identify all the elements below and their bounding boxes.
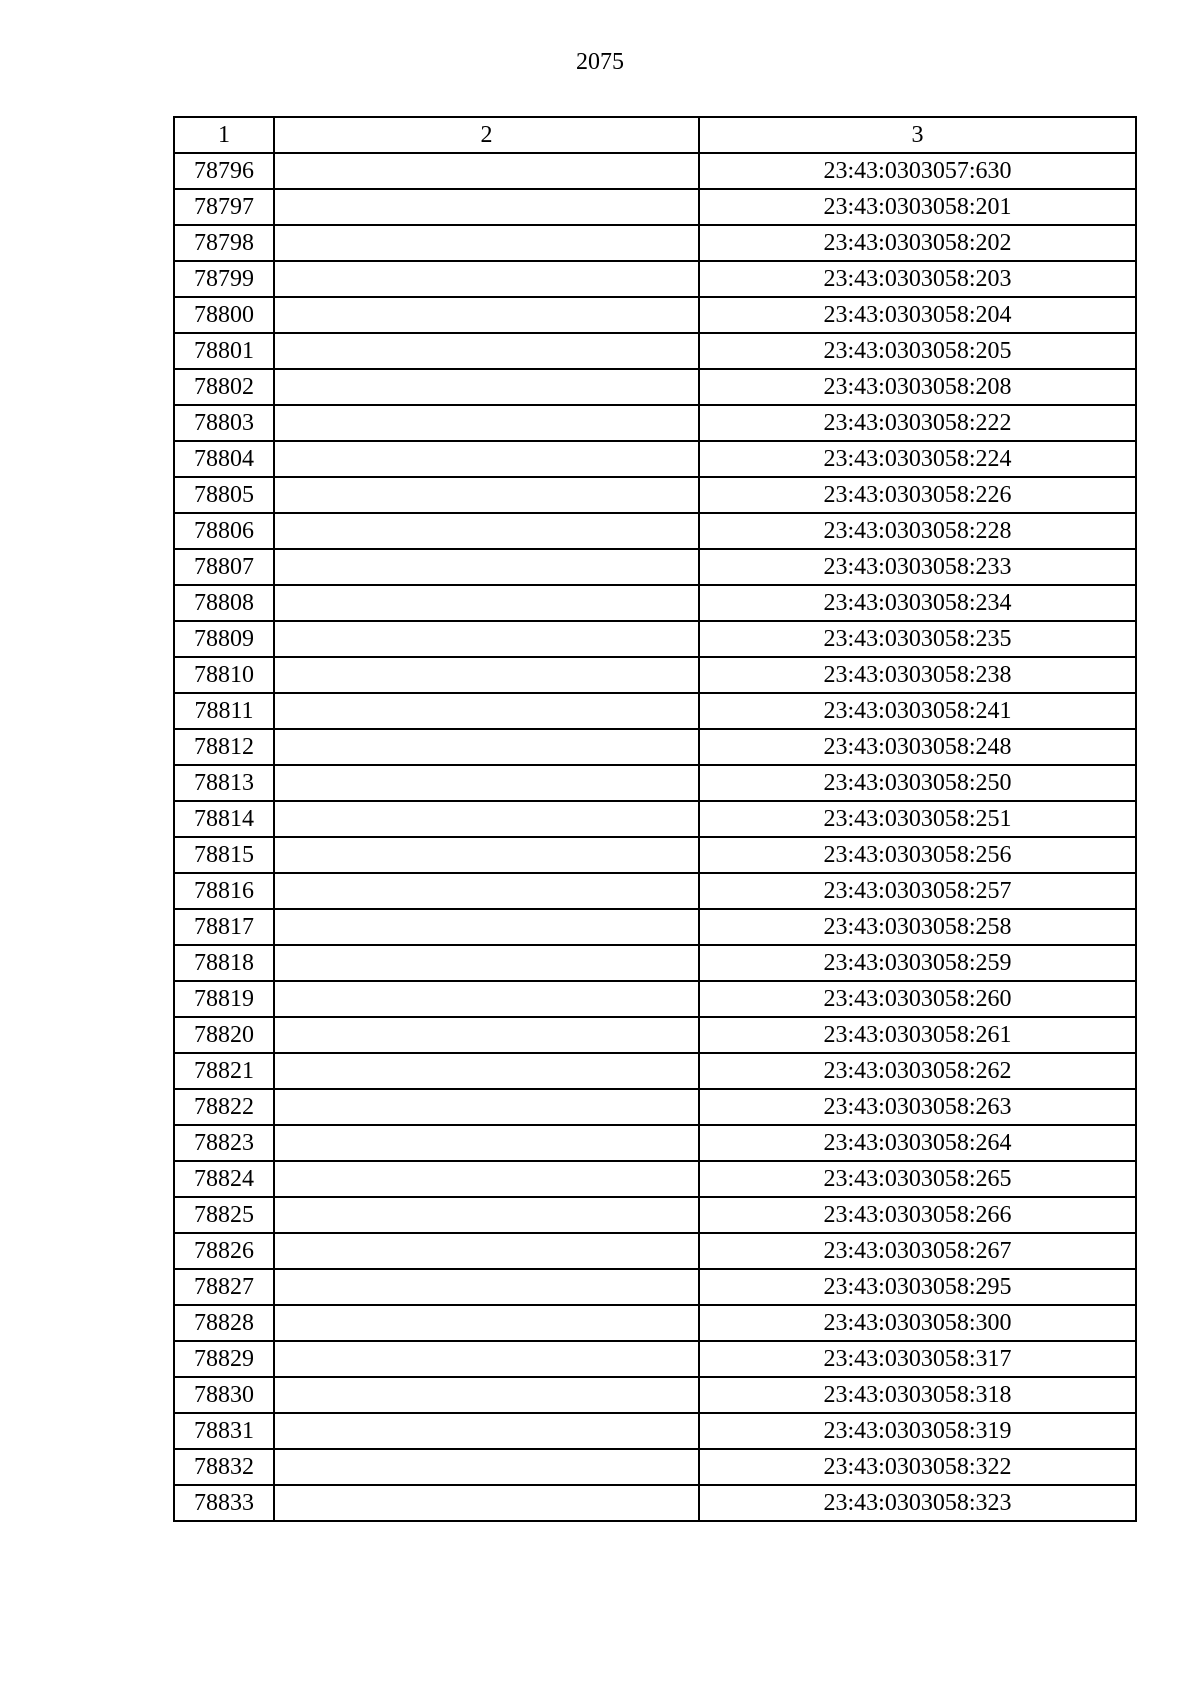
cadastral-number-cell: 23:43:0303058:203 <box>699 261 1136 297</box>
row-number-cell: 78825 <box>174 1197 274 1233</box>
table-row <box>174 333 1136 369</box>
description-cell <box>274 1269 699 1305</box>
table-row <box>174 1413 1136 1449</box>
row-number-cell: 78820 <box>174 1017 274 1053</box>
table-row <box>174 1305 1136 1341</box>
cadastral-number-cell: 23:43:0303058:263 <box>699 1089 1136 1125</box>
description-cell <box>274 945 699 981</box>
cadastral-number-cell: 23:43:0303058:323 <box>699 1485 1136 1521</box>
table-row <box>174 657 1136 693</box>
table-row <box>174 297 1136 333</box>
cadastral-number-cell: 23:43:0303058:208 <box>699 369 1136 405</box>
registry-table <box>173 116 1137 1522</box>
description-cell <box>274 657 699 693</box>
row-number-cell: 78803 <box>174 405 274 441</box>
table-row <box>174 261 1136 297</box>
description-cell <box>274 1341 699 1377</box>
table-row <box>174 1485 1136 1521</box>
row-number-cell: 78823 <box>174 1125 274 1161</box>
row-number-cell: 78809 <box>174 621 274 657</box>
row-number-cell: 78801 <box>174 333 274 369</box>
cadastral-number-cell: 23:43:0303058:266 <box>699 1197 1136 1233</box>
table-row <box>174 1017 1136 1053</box>
table-row <box>174 1449 1136 1485</box>
description-cell <box>274 693 699 729</box>
cadastral-number-cell: 23:43:0303058:248 <box>699 729 1136 765</box>
description-cell <box>274 1485 699 1521</box>
description-cell <box>274 405 699 441</box>
table-row <box>174 549 1136 585</box>
row-number-cell: 78827 <box>174 1269 274 1305</box>
table-row <box>174 1089 1136 1125</box>
row-number-cell: 78802 <box>174 369 274 405</box>
description-cell <box>274 837 699 873</box>
cadastral-number-cell: 23:43:0303058:319 <box>699 1413 1136 1449</box>
table-header-row <box>174 117 1136 153</box>
description-cell <box>274 1413 699 1449</box>
table-row <box>174 1161 1136 1197</box>
cadastral-number-cell: 23:43:0303058:222 <box>699 405 1136 441</box>
table-row <box>174 837 1136 873</box>
row-number-cell: 78811 <box>174 693 274 729</box>
row-number-cell: 78831 <box>174 1413 274 1449</box>
table-row <box>174 153 1136 189</box>
cadastral-number-cell: 23:43:0303058:233 <box>699 549 1136 585</box>
row-number-cell: 78805 <box>174 477 274 513</box>
row-number-cell: 78796 <box>174 153 274 189</box>
table-row <box>174 693 1136 729</box>
row-number-cell: 78814 <box>174 801 274 837</box>
table-row <box>174 909 1136 945</box>
description-cell <box>274 225 699 261</box>
table-row <box>174 585 1136 621</box>
row-number-cell: 78832 <box>174 1449 274 1485</box>
cadastral-number-cell: 23:43:0303058:241 <box>699 693 1136 729</box>
description-cell <box>274 513 699 549</box>
description-cell <box>274 1017 699 1053</box>
table-row <box>174 873 1136 909</box>
column-header-1: 1 <box>174 117 274 153</box>
description-cell <box>274 477 699 513</box>
cadastral-number-cell: 23:43:0303058:257 <box>699 873 1136 909</box>
row-number-cell: 78816 <box>174 873 274 909</box>
description-cell <box>274 729 699 765</box>
table-row <box>174 981 1136 1017</box>
cadastral-number-cell: 23:43:0303058:238 <box>699 657 1136 693</box>
description-cell <box>274 873 699 909</box>
table-row <box>174 1053 1136 1089</box>
table-row <box>174 1197 1136 1233</box>
description-cell <box>274 441 699 477</box>
cadastral-number-cell: 23:43:0303058:205 <box>699 333 1136 369</box>
table-row <box>174 801 1136 837</box>
description-cell <box>274 909 699 945</box>
table-row <box>174 405 1136 441</box>
description-cell <box>274 765 699 801</box>
table-row <box>174 441 1136 477</box>
cadastral-number-cell: 23:43:0303058:204 <box>699 297 1136 333</box>
description-cell <box>274 153 699 189</box>
cadastral-number-cell: 23:43:0303058:256 <box>699 837 1136 873</box>
description-cell <box>274 1053 699 1089</box>
table-row <box>174 945 1136 981</box>
table-row <box>174 189 1136 225</box>
table-row <box>174 513 1136 549</box>
description-cell <box>274 1089 699 1125</box>
description-cell <box>274 981 699 1017</box>
description-cell <box>274 1377 699 1413</box>
cadastral-number-cell: 23:43:0303058:250 <box>699 765 1136 801</box>
cadastral-number-cell: 23:43:0303058:228 <box>699 513 1136 549</box>
cadastral-number-cell: 23:43:0303058:264 <box>699 1125 1136 1161</box>
description-cell <box>274 1125 699 1161</box>
description-cell <box>274 189 699 225</box>
table-row <box>174 477 1136 513</box>
cadastral-number-cell: 23:43:0303058:300 <box>699 1305 1136 1341</box>
row-number-cell: 78828 <box>174 1305 274 1341</box>
table-row <box>174 765 1136 801</box>
row-number-cell: 78799 <box>174 261 274 297</box>
table-row <box>174 621 1136 657</box>
row-number-cell: 78829 <box>174 1341 274 1377</box>
cadastral-number-cell: 23:43:0303058:235 <box>699 621 1136 657</box>
row-number-cell: 78826 <box>174 1233 274 1269</box>
page-number: 2075 <box>576 49 624 75</box>
row-number-cell: 78808 <box>174 585 274 621</box>
cadastral-number-cell: 23:43:0303058:265 <box>699 1161 1136 1197</box>
description-cell <box>274 261 699 297</box>
row-number-cell: 78798 <box>174 225 274 261</box>
cadastral-number-cell: 23:43:0303058:224 <box>699 441 1136 477</box>
row-number-cell: 78806 <box>174 513 274 549</box>
description-cell <box>274 333 699 369</box>
row-number-cell: 78822 <box>174 1089 274 1125</box>
cadastral-number-cell: 23:43:0303058:234 <box>699 585 1136 621</box>
row-number-cell: 78813 <box>174 765 274 801</box>
cadastral-number-cell: 23:43:0303058:258 <box>699 909 1136 945</box>
row-number-cell: 78817 <box>174 909 274 945</box>
cadastral-number-cell: 23:43:0303058:202 <box>699 225 1136 261</box>
row-number-cell: 78812 <box>174 729 274 765</box>
description-cell <box>274 1305 699 1341</box>
table-row <box>174 1269 1136 1305</box>
description-cell <box>274 1449 699 1485</box>
cadastral-number-cell: 23:43:0303058:260 <box>699 981 1136 1017</box>
row-number-cell: 78830 <box>174 1377 274 1413</box>
description-cell <box>274 621 699 657</box>
row-number-cell: 78818 <box>174 945 274 981</box>
description-cell <box>274 1161 699 1197</box>
cadastral-number-cell: 23:43:0303057:630 <box>699 153 1136 189</box>
table-row <box>174 1377 1136 1413</box>
cadastral-number-cell: 23:43:0303058:322 <box>699 1449 1136 1485</box>
cadastral-number-cell: 23:43:0303058:259 <box>699 945 1136 981</box>
table-row <box>174 1341 1136 1377</box>
cadastral-number-cell: 23:43:0303058:318 <box>699 1377 1136 1413</box>
cadastral-number-cell: 23:43:0303058:251 <box>699 801 1136 837</box>
cadastral-number-cell: 23:43:0303058:267 <box>699 1233 1136 1269</box>
row-number-cell: 78819 <box>174 981 274 1017</box>
cadastral-number-cell: 23:43:0303058:226 <box>699 477 1136 513</box>
cadastral-number-cell: 23:43:0303058:295 <box>699 1269 1136 1305</box>
cadastral-number-cell: 23:43:0303058:317 <box>699 1341 1136 1377</box>
row-number-cell: 78815 <box>174 837 274 873</box>
table-body <box>174 117 1136 1521</box>
table-row <box>174 729 1136 765</box>
description-cell <box>274 549 699 585</box>
column-header-2: 2 <box>274 117 699 153</box>
row-number-cell: 78833 <box>174 1485 274 1521</box>
description-cell <box>274 1233 699 1269</box>
row-number-cell: 78800 <box>174 297 274 333</box>
description-cell <box>274 585 699 621</box>
row-number-cell: 78810 <box>174 657 274 693</box>
table-row <box>174 225 1136 261</box>
row-number-cell: 78824 <box>174 1161 274 1197</box>
row-number-cell: 78807 <box>174 549 274 585</box>
description-cell <box>274 297 699 333</box>
table-row <box>174 1125 1136 1161</box>
cadastral-number-cell: 23:43:0303058:262 <box>699 1053 1136 1089</box>
description-cell <box>274 369 699 405</box>
description-cell <box>274 801 699 837</box>
cadastral-number-cell: 23:43:0303058:261 <box>699 1017 1136 1053</box>
cadastral-number-cell: 23:43:0303058:201 <box>699 189 1136 225</box>
row-number-cell: 78804 <box>174 441 274 477</box>
table-row <box>174 1233 1136 1269</box>
column-header-3: 3 <box>699 117 1136 153</box>
row-number-cell: 78821 <box>174 1053 274 1089</box>
description-cell <box>274 1197 699 1233</box>
table-row <box>174 369 1136 405</box>
row-number-cell: 78797 <box>174 189 274 225</box>
